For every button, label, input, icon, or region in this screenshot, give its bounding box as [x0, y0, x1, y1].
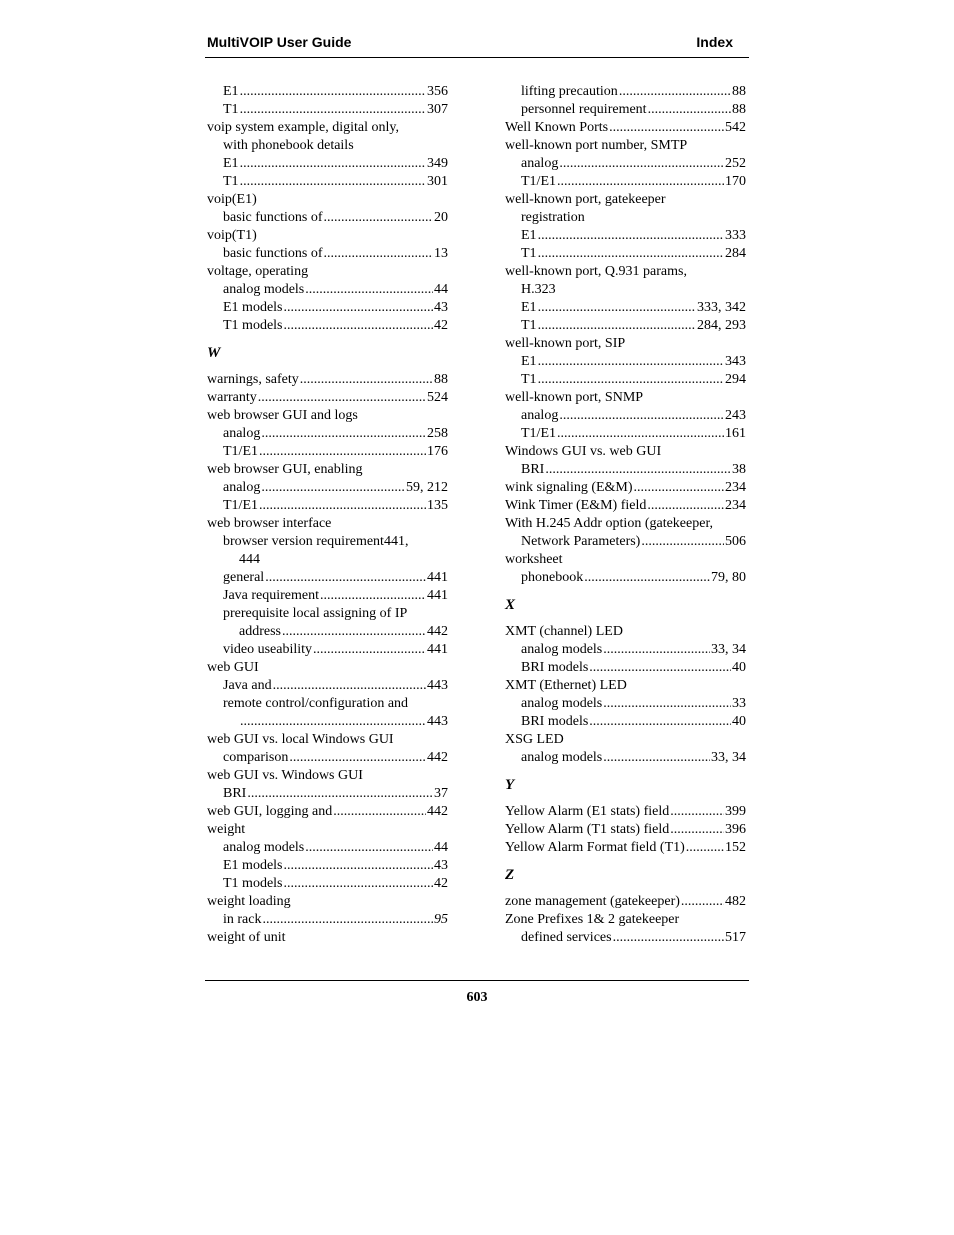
index-entry-term: web GUI vs. Windows GUI: [207, 768, 363, 783]
index-entry: [505, 551, 746, 569]
index-entry-page: 441: [427, 588, 448, 603]
index-entry-term: T1/E1: [521, 426, 556, 441]
index-entry-page: 170: [725, 174, 746, 189]
dot-leader: [557, 425, 724, 443]
index-entry: [207, 461, 448, 479]
dot-leader: [305, 281, 433, 299]
index-entry: [505, 101, 746, 119]
index-entry-page: 43: [434, 300, 448, 315]
index-entry: [505, 443, 746, 461]
index-entry-page: 161: [725, 426, 746, 441]
index-entry-term: warnings, safety: [207, 372, 299, 387]
dot-leader: [324, 209, 433, 227]
index-entry-term: voip(T1): [207, 228, 257, 243]
index-entry: [505, 461, 746, 479]
index-letter-heading: X: [505, 597, 516, 613]
index-entry: [505, 659, 746, 677]
index-entry: [207, 875, 448, 893]
index-entry-term: E1: [223, 156, 239, 171]
index-entry-page: 44: [434, 840, 448, 855]
index-entry: [505, 155, 746, 173]
index-entry-page: 307: [427, 102, 448, 117]
index-entry-page: 95: [434, 912, 448, 927]
index-entry-term: voltage, operating: [207, 264, 309, 279]
index-entry: [207, 659, 448, 677]
index-entry-page: 443: [427, 678, 448, 693]
index-entry-term: E1: [223, 84, 239, 99]
dot-leader: [258, 389, 426, 407]
page-number: 603: [466, 990, 488, 1005]
index-entry-term: weight: [207, 822, 246, 837]
index-entry-page: 43: [434, 858, 448, 873]
index-entry-term: in rack: [223, 912, 262, 927]
index-entry-page: 443: [427, 714, 448, 729]
index-entry: [207, 677, 448, 695]
dot-leader: [261, 479, 405, 497]
index-entry-page: 333, 342: [697, 300, 746, 315]
dot-leader: [538, 317, 696, 335]
index-entry: [207, 425, 448, 443]
index-entry-page: 349: [427, 156, 448, 171]
dot-leader: [300, 371, 433, 389]
index-entry: [207, 623, 448, 641]
index-entry-term: registration: [521, 210, 585, 225]
index-entry: [207, 731, 448, 749]
index-entry-term: T1: [521, 318, 537, 333]
index-entry-term: basic functions of: [223, 246, 323, 261]
dot-leader: [240, 101, 426, 119]
index-entry-term: E1 models: [223, 858, 283, 873]
index-entry-term: XMT (channel) LED: [505, 624, 623, 639]
index-entry: [207, 821, 448, 839]
index-entry-page: 343: [725, 354, 746, 369]
index-entry-page: 37: [434, 786, 448, 801]
index-entry-page: 234: [725, 498, 746, 513]
index-entry-term: video useability: [223, 642, 313, 657]
index-entry: [207, 263, 448, 281]
index-entry-term: E1: [521, 354, 537, 369]
index-entry-page: 20: [434, 210, 448, 225]
dot-leader: [670, 803, 724, 821]
dot-leader: [545, 461, 731, 479]
index-entry-page: 442: [427, 804, 448, 819]
index-entry: [207, 533, 448, 551]
index-entry-page: 524: [427, 390, 448, 405]
index-entry-term: well-known port, SIP: [505, 336, 626, 351]
index-column-left: [207, 83, 448, 947]
index-entry-page: 258: [427, 426, 448, 441]
page-header: [207, 31, 735, 53]
dot-leader: [647, 497, 724, 515]
index-entry-term: T1 models: [223, 876, 283, 891]
index-entry: [207, 749, 448, 767]
index-entry-term: prerequisite local assigning of IP: [223, 606, 408, 621]
index-entry-term: BRI: [521, 462, 545, 477]
index-entry: [505, 317, 746, 335]
index-entry-term: web GUI vs. local Windows GUI: [207, 732, 394, 747]
dot-leader: [538, 227, 724, 245]
index-entry-term: web GUI: [207, 660, 259, 675]
index-entry: [207, 587, 448, 605]
index-entry-term: personnel requirement: [521, 102, 647, 117]
dot-leader: [240, 83, 426, 101]
index-entry-page: 284: [725, 246, 746, 261]
index-entry: [505, 119, 746, 137]
index-entry: [207, 695, 448, 713]
index-entry-term: voip system example, digital only,: [207, 120, 399, 135]
document-title: MultiVOIP User Guide: [207, 34, 352, 50]
index-entry: [207, 515, 448, 533]
index-entry: [505, 731, 746, 749]
index-entry-term: analog models: [521, 696, 603, 711]
index-entry-page: 517: [725, 930, 746, 945]
index-entry: [207, 155, 448, 173]
dot-leader: [324, 245, 433, 263]
index-entry-term: basic functions of: [223, 210, 323, 225]
index-entry: [207, 209, 448, 227]
index-entry: [505, 425, 746, 443]
index-entry-page: 441: [427, 642, 448, 657]
index-entry-term: Java requirement: [223, 588, 320, 603]
index-entry: [207, 389, 448, 407]
index-entry-term: XMT (Ethernet) LED: [505, 678, 627, 693]
index-entry-term: zone management (gatekeeper): [505, 894, 680, 909]
index-entry: [505, 713, 746, 731]
index-entry-page: 356: [427, 84, 448, 99]
section-title: Index: [696, 34, 733, 50]
index-entry-term: E1: [521, 300, 537, 315]
dot-leader: [282, 623, 426, 641]
index-entry-page: 176: [427, 444, 448, 459]
index-entry-term: T1: [521, 372, 537, 387]
index-entry: [505, 263, 746, 281]
index-entry-term: defined services: [521, 930, 612, 945]
index-entry: [207, 83, 448, 101]
index-entry-page: 442: [427, 750, 448, 765]
index-entry-term: well-known port, gatekeeper: [505, 192, 666, 207]
index-entry-page: 88: [434, 372, 448, 387]
index-entry: [207, 893, 448, 911]
dot-leader: [284, 857, 434, 875]
dot-leader: [538, 371, 724, 389]
dot-leader: [333, 803, 426, 821]
index-entry-term: general: [223, 570, 265, 585]
index-entry: [207, 299, 448, 317]
index-entry-term: BRI models: [521, 714, 589, 729]
dot-leader: [240, 173, 426, 191]
dot-leader: [589, 713, 731, 731]
index-entry: [505, 335, 746, 353]
index-entry-page: 40: [732, 714, 746, 729]
index-entry-term: warranty: [207, 390, 257, 405]
index-entry-term: wink signaling (E&M): [505, 480, 633, 495]
index-entry: [505, 173, 746, 191]
index-entry-term: well-known port, Q.931 params,: [505, 264, 687, 279]
index-entry-term: analog: [521, 408, 559, 423]
dot-leader: [634, 479, 724, 497]
index-entry-page: 13: [434, 246, 448, 261]
index-entry: [505, 641, 746, 659]
index-column-right: [505, 83, 746, 947]
index-entry-page: 38: [732, 462, 746, 477]
index-entry: [505, 515, 746, 533]
index-entry: [505, 137, 746, 155]
index-entry-term: remote control/configuration and: [223, 696, 409, 711]
dot-leader: [284, 317, 434, 335]
index-entry: [505, 929, 746, 947]
dot-leader: [313, 641, 426, 659]
index-entry: [207, 911, 448, 929]
index-entry: [207, 101, 448, 119]
dot-leader: [240, 713, 426, 731]
index-entry-term: Network Parameters): [521, 534, 641, 549]
dot-leader: [305, 839, 433, 857]
dot-leader: [262, 911, 433, 929]
dot-leader: [557, 173, 724, 191]
index-entry: [505, 245, 746, 263]
index-entry: [505, 803, 746, 821]
index-entry: [207, 443, 448, 461]
index-entry-term: BRI: [223, 786, 247, 801]
index-entry-term: Windows GUI vs. web GUI: [505, 444, 662, 459]
index-letter-heading: W: [207, 345, 221, 361]
index-entry-term: web browser interface: [207, 516, 332, 531]
index-entry: [505, 695, 746, 713]
index-entry: [505, 389, 746, 407]
index-entry-page: 294: [725, 372, 746, 387]
index-entry: [207, 497, 448, 515]
index-entry-page: 42: [434, 876, 448, 891]
dot-leader: [648, 101, 731, 119]
index-entry-page: 44: [434, 282, 448, 297]
index-entry-page: 396: [725, 822, 746, 837]
index-entry-term: T1/E1: [223, 444, 258, 459]
dot-leader: [284, 299, 434, 317]
index-letter-heading: Z: [505, 867, 515, 883]
index-entry-term: E1: [521, 228, 537, 243]
index-entry-term: web GUI, logging and: [207, 804, 333, 819]
dot-leader: [584, 569, 710, 587]
index-entry: [207, 839, 448, 857]
dot-leader: [284, 875, 434, 893]
index-entry: [207, 281, 448, 299]
index-entry-page: 40: [732, 660, 746, 675]
index-entry: [505, 569, 746, 587]
index-entry-term: weight loading: [207, 894, 291, 909]
index-entry-page: 79, 80: [711, 570, 746, 585]
index-entry: [505, 893, 746, 911]
index-entry-term: with phonebook details: [223, 138, 354, 153]
index-entry-page: 442: [427, 624, 448, 639]
index-entry: [505, 191, 746, 209]
dot-leader: [589, 659, 731, 677]
dot-leader: [538, 299, 696, 317]
index-letter-heading: Y: [505, 777, 515, 793]
index-entry-page: 399: [725, 804, 746, 819]
index-entry: [505, 821, 746, 839]
index-entry-page: 33, 34: [711, 750, 746, 765]
index-entry-term: analog: [521, 156, 559, 171]
index-entry: [207, 227, 448, 245]
index-entry-term: Well Known Ports: [505, 120, 609, 135]
index-entry-page: 135: [427, 498, 448, 513]
index-entry-page: 252: [725, 156, 746, 171]
index-entry: [207, 929, 448, 947]
index-entry-term: BRI models: [521, 660, 589, 675]
index-entry-page: 152: [725, 840, 746, 855]
index-entry-term: address: [239, 624, 281, 639]
index-entry: [207, 317, 448, 335]
index-entry-term: weight of unit: [207, 930, 286, 945]
index-entry: [207, 785, 448, 803]
dot-leader: [538, 353, 724, 371]
dot-leader: [261, 425, 426, 443]
index-entry-term: well-known port, SNMP: [505, 390, 644, 405]
index-entry: [505, 299, 746, 317]
index-entry: [505, 227, 746, 245]
dot-leader: [686, 839, 724, 857]
index-entry: [505, 281, 746, 299]
index-entry-term: analog models: [521, 642, 603, 657]
index-entry: [207, 245, 448, 263]
index-entry: [505, 533, 746, 551]
index-entry-page: 506: [725, 534, 746, 549]
index-entry-term: Yellow Alarm (T1 stats) field: [505, 822, 670, 837]
index-entry-term: T1/E1: [521, 174, 556, 189]
dot-leader: [619, 83, 731, 101]
index-entry-term: Java and: [223, 678, 272, 693]
index-entry-page: 33, 34: [711, 642, 746, 657]
index-entry-term: Wink Timer (E&M) field: [505, 498, 647, 513]
index-entry-term: T1 models: [223, 318, 283, 333]
header-rule: [205, 57, 749, 58]
index-entry-term: web browser GUI, enabling: [207, 462, 363, 477]
index-entry: [505, 479, 746, 497]
index-entry: [207, 569, 448, 587]
index-entry-term: analog: [223, 426, 261, 441]
index-entry-term: analog models: [223, 840, 305, 855]
dot-leader: [641, 533, 724, 551]
index-entry-page: 542: [725, 120, 746, 135]
index-entry-term: Yellow Alarm Format field (T1): [505, 840, 685, 855]
dot-leader: [259, 443, 426, 461]
index-entry-term: Zone Prefixes 1& 2 gatekeeper: [505, 912, 680, 927]
index-entry: [505, 839, 746, 857]
index-entry-term: analog models: [223, 282, 305, 297]
index-entry: [207, 605, 448, 623]
index-entry-term: voip(E1): [207, 192, 257, 207]
index-entry: [207, 767, 448, 785]
index-entry: [207, 407, 448, 425]
index-entry-page: 441: [427, 570, 448, 585]
index-entry-term: analog models: [521, 750, 603, 765]
index-entry-page: 284, 293: [697, 318, 746, 333]
dot-leader: [603, 641, 710, 659]
dot-leader: [240, 155, 426, 173]
dot-leader: [247, 785, 433, 803]
index-entry: [207, 641, 448, 659]
dot-leader: [603, 695, 731, 713]
index-entry-term: analog: [223, 480, 261, 495]
index-entry: [207, 479, 448, 497]
index-entry-term: T1/E1: [223, 498, 258, 513]
index-entry: [505, 209, 746, 227]
index-entry: [207, 173, 448, 191]
index-entry: [207, 713, 448, 731]
dot-leader: [265, 569, 426, 587]
index-entry: [505, 677, 746, 695]
index-entry: [505, 497, 746, 515]
index-entry-page: 42: [434, 318, 448, 333]
index-entry-page: 482: [725, 894, 746, 909]
index-entry-page: 301: [427, 174, 448, 189]
index-entry-term: worksheet: [505, 552, 563, 567]
index-entry: [207, 551, 448, 569]
index-entry: [505, 407, 746, 425]
dot-leader: [559, 155, 724, 173]
dot-leader: [559, 407, 724, 425]
dot-leader: [613, 929, 724, 947]
index-entry: [207, 857, 448, 875]
index-entry-term: 444: [239, 552, 260, 567]
index-entry: [207, 371, 448, 389]
index-entry-term: well-known port number, SMTP: [505, 138, 688, 153]
index-entry-page: 234: [725, 480, 746, 495]
index-entry-term: E1 models: [223, 300, 283, 315]
index-entry-term: lifting precaution: [521, 84, 618, 99]
index-entry: [505, 911, 746, 929]
dot-leader: [289, 749, 426, 767]
index-entry-page: 88: [732, 102, 746, 117]
index-entry: [207, 119, 448, 137]
index-entry-term: T1: [223, 102, 239, 117]
dot-leader: [670, 821, 724, 839]
index-entry: [505, 749, 746, 767]
index-entry: [207, 137, 448, 155]
index-entry-term: H.323: [521, 282, 556, 297]
dot-leader: [681, 893, 724, 911]
index-entry: [207, 191, 448, 209]
index-entry-term: browser version requirement441,: [223, 534, 409, 549]
index-entry-term: comparison: [223, 750, 289, 765]
footer-rule: [205, 980, 749, 981]
index-entry: [505, 83, 746, 101]
dot-leader: [609, 119, 724, 137]
index-entry: [505, 353, 746, 371]
index-entry-page: 88: [732, 84, 746, 99]
dot-leader: [320, 587, 426, 605]
index-entry-page: 59, 212: [406, 480, 448, 495]
dot-leader: [603, 749, 710, 767]
index-entry-page: 333: [725, 228, 746, 243]
index-entry-term: Yellow Alarm (E1 stats) field: [505, 804, 670, 819]
dot-leader: [538, 245, 724, 263]
index-entry-term: T1: [521, 246, 537, 261]
index-entry-page: 243: [725, 408, 746, 423]
index-entry: [505, 371, 746, 389]
index-entry: [207, 803, 448, 821]
dot-leader: [273, 677, 426, 695]
index-entry-page: 33: [732, 696, 746, 711]
index-entry-term: web browser GUI and logs: [207, 408, 358, 423]
index-entry-term: With H.245 Addr option (gatekeeper,: [505, 516, 714, 531]
index-entry-term: T1: [223, 174, 239, 189]
index-entry-term: XSG LED: [505, 732, 564, 747]
dot-leader: [259, 497, 426, 515]
index-entry-term: phonebook: [521, 570, 584, 585]
index-entry: [505, 623, 746, 641]
